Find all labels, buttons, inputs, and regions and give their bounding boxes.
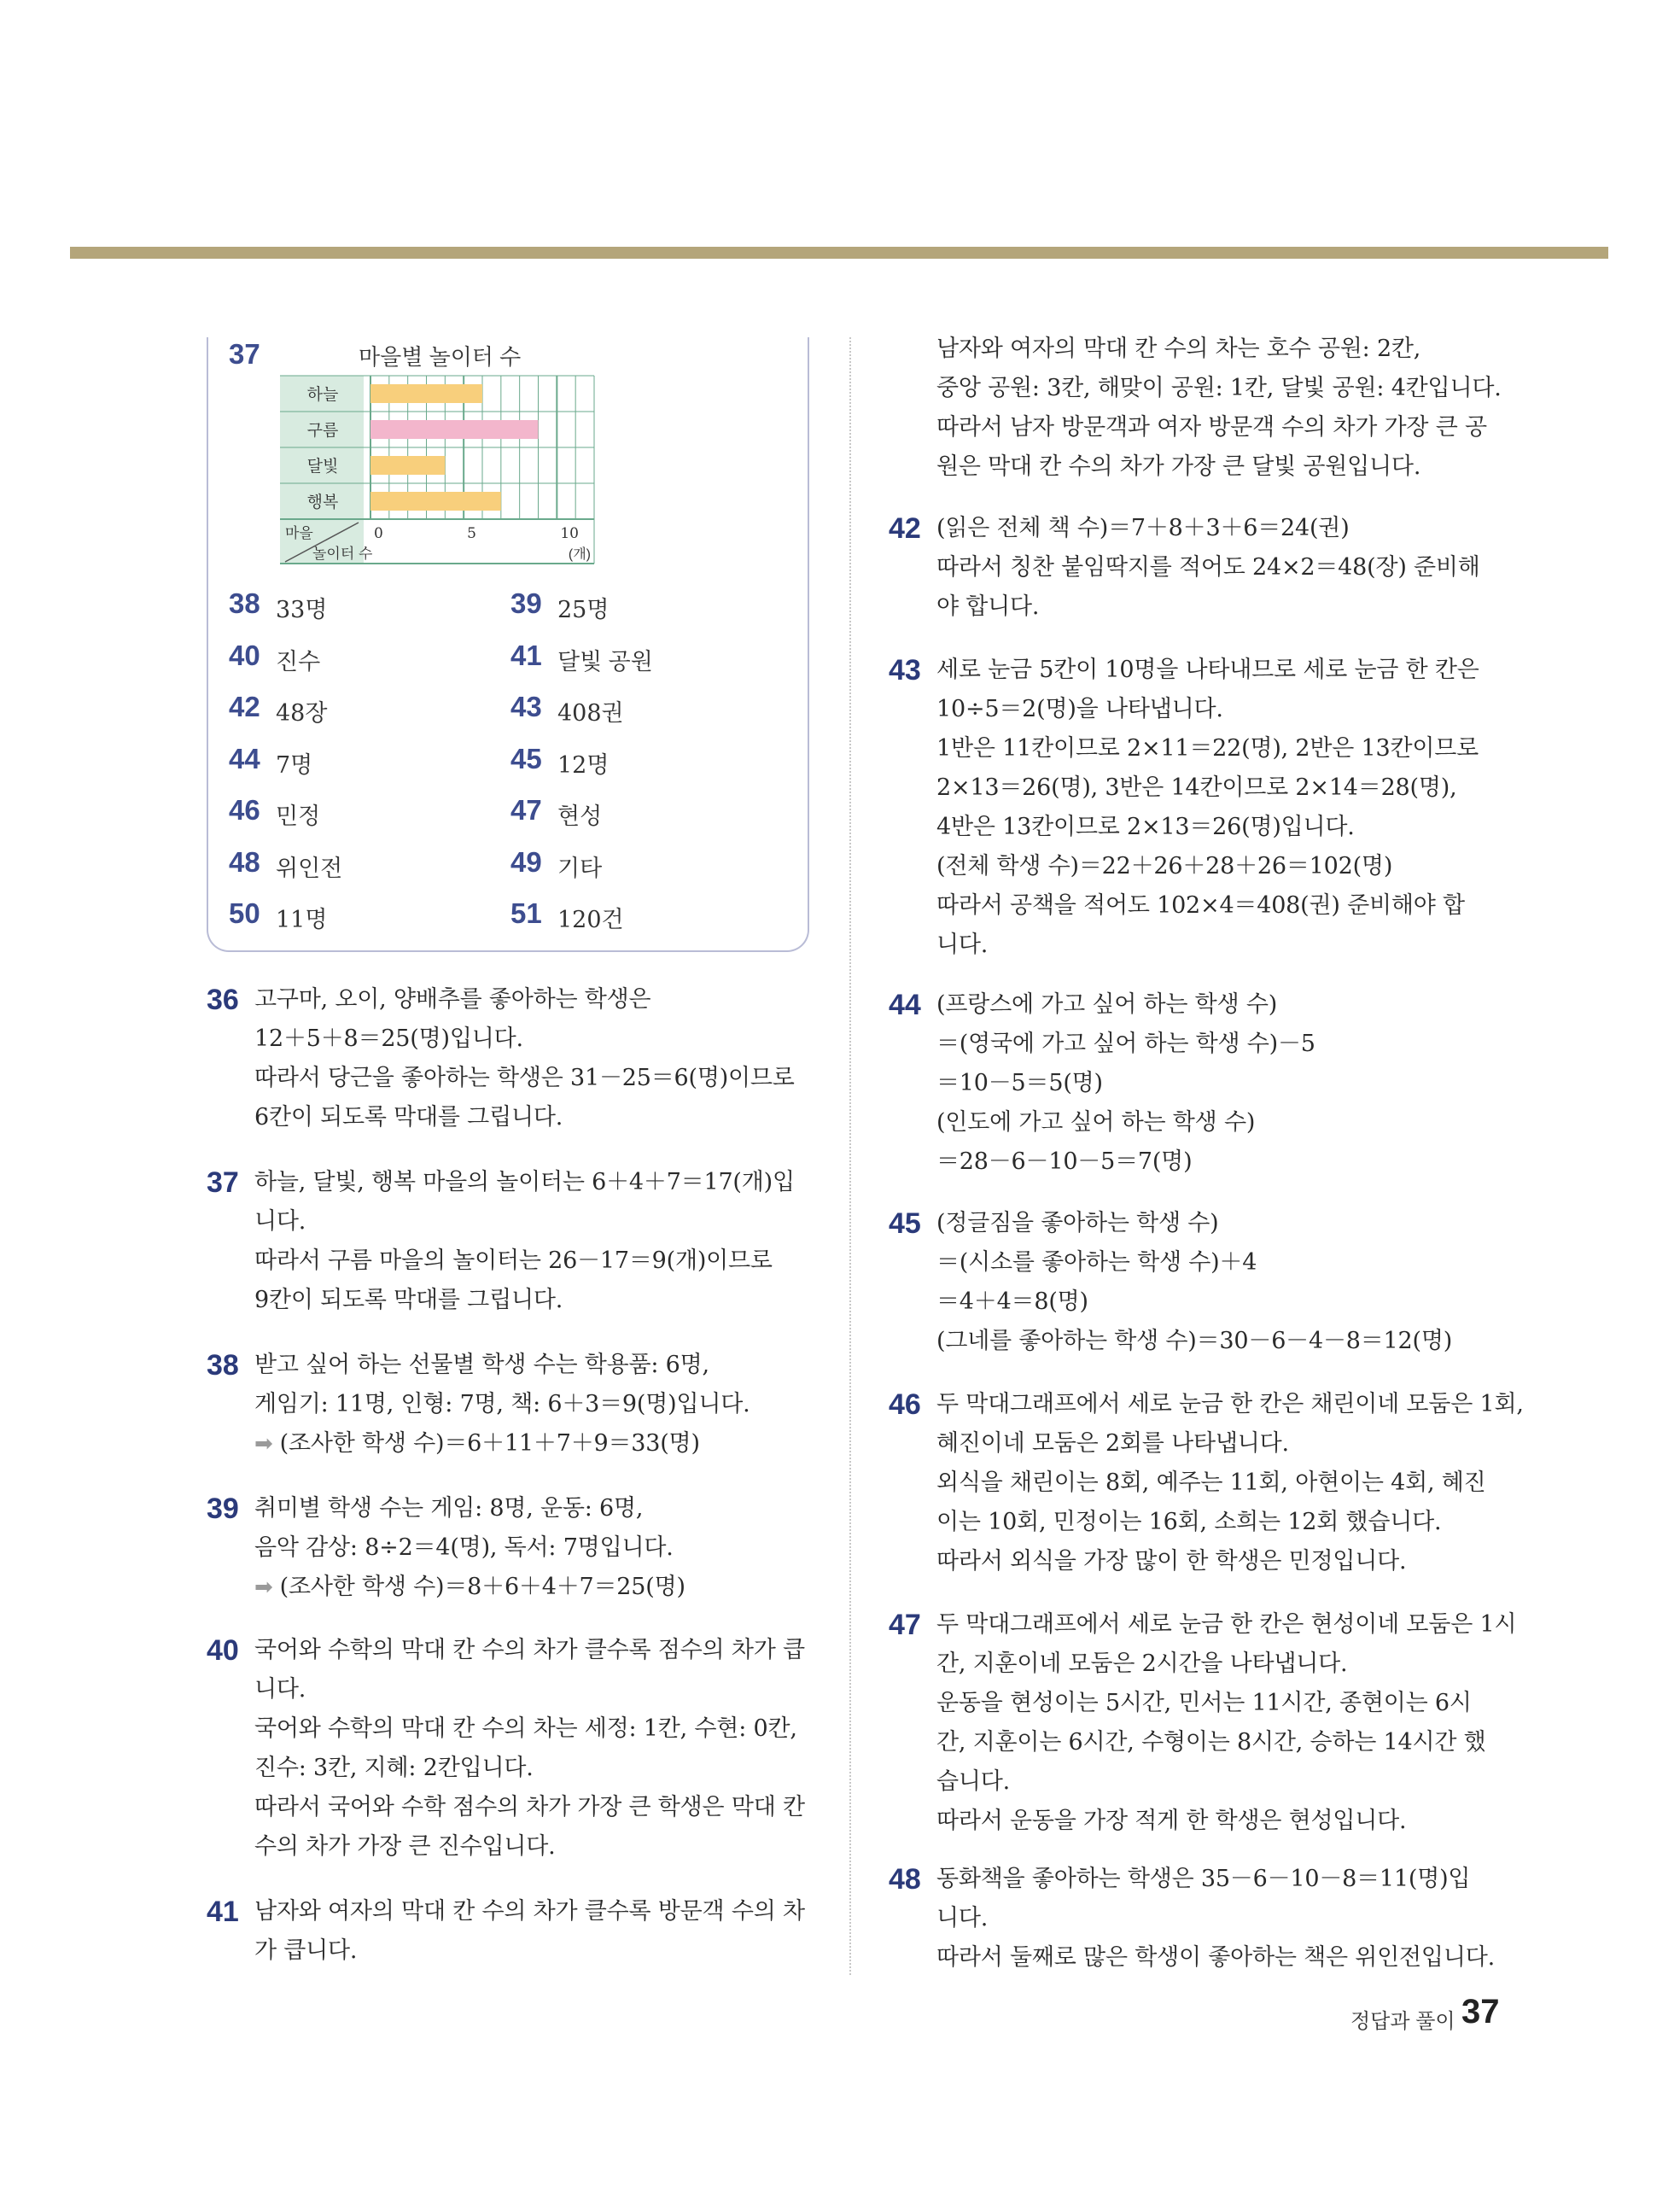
solution-line: 습니다. <box>936 1768 1011 1795</box>
answer-number: 42 <box>229 691 260 722</box>
category-label: 구름 <box>306 422 339 440</box>
solution-line: (그네를 좋아하는 학생 수)＝30－6－4－8＝12(명) <box>936 1328 1453 1354</box>
column-divider <box>849 337 851 1975</box>
category-label: 행복 <box>306 494 339 511</box>
solution-line: 따라서 운동을 가장 적게 한 학생은 현성입니다. <box>936 1808 1407 1834</box>
top-rule <box>70 247 1608 259</box>
solution-48 <box>889 1860 1500 1978</box>
arrow-icon: ➡ <box>254 1575 280 1600</box>
solution-line: 중앙 공원: 3칸, 해맞이 공원: 1칸, 달빛 공원: 4칸입니다. <box>936 375 1502 401</box>
solution-line: 수의 차가 가장 큰 진수입니다. <box>254 1833 556 1860</box>
solution-line: (읽은 전체 책 수)＝7＋8＋3＋6＝24(권) <box>936 515 1350 541</box>
solution-line: 니다. <box>936 932 989 958</box>
solution-line: 4반은 13칸이므로 2×13＝26(명)입니다. <box>936 814 1355 840</box>
solution-number: 44 <box>889 989 921 1021</box>
solution-line: 동화책을 좋아하는 학생은 35－6－10－8＝11(명)입 <box>936 1866 1471 1892</box>
page-number: 37 <box>1461 1993 1500 2030</box>
solution-line: 9칸이 되도록 막대를 그립니다. <box>254 1287 563 1313</box>
solution-number: 46 <box>889 1388 921 1421</box>
solution-line: 가 큽니다. <box>254 1937 358 1964</box>
corner-label-bottom: 놀이터 수 <box>312 546 373 562</box>
solution-number: 48 <box>889 1863 921 1896</box>
answer-value: 33명 <box>276 597 328 623</box>
bar-1 <box>370 384 482 403</box>
solution-line: 따라서 공책을 적어도 102×4＝408(권) 준비해야 합 <box>936 892 1465 919</box>
solution-line: 원은 막대 칸 수의 차가 가장 큰 달빛 공원입니다. <box>936 453 1421 480</box>
solution-line: 니다. <box>254 1676 306 1703</box>
solution-38 <box>207 1346 818 1464</box>
bar-4 <box>370 492 501 511</box>
solution-line: ＝10－5＝5(명) <box>936 1070 1103 1096</box>
category-label: 하늘 <box>306 386 339 404</box>
solution-line: 간, 지훈이는 6시간, 수형이는 8시간, 승하는 14시간 했 <box>936 1729 1486 1756</box>
solution-line: 따라서 둘째로 많은 학생이 좋아하는 책은 위인전입니다. <box>936 1944 1495 1971</box>
solution-line: 게임기: 11명, 인형: 7명, 책: 6＋3＝9(명)입니다. <box>254 1391 750 1417</box>
solution-result <box>254 1568 818 1607</box>
answer-number: 45 <box>510 742 542 774</box>
solution-line: 진수: 3칸, 지혜: 2칸입니다. <box>254 1755 534 1781</box>
solution-line: 고구마, 오이, 양배추를 좋아하는 학생은 <box>254 986 651 1013</box>
solution-46 <box>889 1385 1524 1581</box>
solution-line: 혜진이네 모둠은 2회를 나타냅니다. <box>936 1430 1289 1457</box>
answer-value: 25명 <box>557 597 610 623</box>
answer-number: 47 <box>510 794 542 826</box>
tick-label: 10 <box>560 525 579 542</box>
solution-45 <box>889 1204 1500 1361</box>
result-text: (조사한 학생 수)＝6＋11＋7＋9＝33(명) <box>279 1430 700 1457</box>
solution-number: 37 <box>207 1166 239 1199</box>
answer-number: 49 <box>510 845 542 878</box>
solution-41 <box>207 1892 818 1971</box>
bar-chart <box>273 372 598 569</box>
answer-number: 48 <box>229 845 260 878</box>
solution-line: 남자와 여자의 막대 칸 수의 차는 호수 공원: 2칸, <box>936 336 1421 362</box>
solution-line: 이는 10회, 민정이는 16회, 소희는 12회 했습니다. <box>936 1509 1442 1535</box>
solution-line: 따라서 국어와 수학 점수의 차가 가장 큰 학생은 막대 칸 <box>254 1794 805 1820</box>
solution-number: 43 <box>889 654 921 687</box>
solution-line: 따라서 당근을 좋아하는 학생은 31－25＝6(명)이므로 <box>254 1065 795 1091</box>
chart-question-number: 37 <box>229 338 260 370</box>
category-label: 달빛 <box>306 458 339 476</box>
solution-39 <box>207 1489 818 1607</box>
solution-line: (정글짐을 좋아하는 학생 수) <box>936 1210 1219 1236</box>
unit-label: (개) <box>568 547 591 562</box>
solution-line: 1반은 11칸이므로 2×11＝22(명), 2반은 13칸이므로 <box>936 735 1479 762</box>
answer-value: 기타 <box>557 855 603 881</box>
solution-36 <box>207 980 818 1137</box>
solution-line: 취미별 학생 수는 게임: 8명, 운동: 6명, <box>254 1495 644 1522</box>
solution-44 <box>889 985 1500 1182</box>
solution-line: 니다. <box>254 1208 306 1235</box>
solution-line: ＝4＋4＝8(명) <box>936 1288 1088 1315</box>
solution-43 <box>889 651 1500 965</box>
corner-label-top: 마을 <box>285 525 313 541</box>
solution-40 <box>207 1631 818 1867</box>
answer-value: 120건 <box>557 907 624 933</box>
solution-line: 2×13＝26(명), 3반은 14칸이므로 2×14＝28(명), <box>936 774 1457 801</box>
answer-value: 12명 <box>557 751 610 779</box>
solution-line: 따라서 외식을 가장 많이 한 학생은 민정입니다. <box>936 1548 1407 1575</box>
answer-value: 달빛 공원 <box>557 648 653 675</box>
solution-line: (인도에 가고 싶어 하는 학생 수) <box>936 1109 1256 1136</box>
solution-line: 운동을 현성이는 5시간, 민서는 11시간, 종현이는 6시 <box>936 1690 1472 1716</box>
solution-37 <box>207 1163 818 1320</box>
tick-label: 0 <box>374 525 383 542</box>
solution-number: 41 <box>207 1896 239 1928</box>
solution-line: 10÷5＝2(명)을 나타냅니다. <box>936 696 1223 722</box>
answer-value: 7명 <box>276 751 313 779</box>
solution-line: 12＋5＋8＝25(명)입니다. <box>254 1025 523 1052</box>
solution-line: 따라서 구름 마을의 놀이터는 26－17＝9(개)이므로 <box>254 1247 773 1274</box>
solution-result <box>254 1424 818 1464</box>
answer-value: 현성 <box>557 803 603 829</box>
footer-label: 정답과 풀이 <box>1350 2010 1455 2033</box>
solution-line: 6칸이 되도록 막대를 그립니다. <box>254 1104 563 1131</box>
answer-number: 39 <box>510 587 542 619</box>
answer-value: 진수 <box>276 648 321 675</box>
solution-line: 세로 눈금 5칸이 10명을 나타내므로 세로 눈금 한 칸은 <box>936 657 1479 683</box>
solution-line: 하늘, 달빛, 행복 마을의 놀이터는 6＋4＋7＝17(개)입 <box>254 1169 795 1195</box>
solution-number: 47 <box>889 1609 921 1641</box>
solution-line: 음악 감상: 8÷2＝4(명), 독서: 7명입니다. <box>254 1534 674 1561</box>
tick-label: 5 <box>467 525 476 542</box>
answer-number: 44 <box>229 742 260 774</box>
answer-value: 408권 <box>557 700 624 727</box>
solution-line: 두 막대그래프에서 세로 눈금 한 칸은 채린이네 모둠은 1회, <box>936 1391 1524 1417</box>
solution-line: ＝(영국에 가고 싶어 하는 학생 수)－5 <box>936 1031 1315 1057</box>
solution-line: ＝28－6－10－5＝7(명) <box>936 1148 1193 1175</box>
chart-title: 마을별 놀이터 수 <box>359 344 522 370</box>
solution-line: 야 합니다. <box>936 593 1040 620</box>
solution-line: 간, 지훈이네 모둠은 2시간을 나타냅니다. <box>936 1651 1348 1677</box>
answer-number: 43 <box>510 691 542 722</box>
arrow-icon: ➡ <box>254 1431 280 1457</box>
solution-line: 남자와 여자의 막대 칸 수의 차가 클수록 방문객 수의 차 <box>254 1898 805 1925</box>
solution-number: 39 <box>207 1493 239 1525</box>
solution-line: (프랑스에 가고 싶어 하는 학생 수) <box>936 991 1278 1018</box>
solution-number: 38 <box>207 1349 239 1382</box>
solution-number: 40 <box>207 1634 239 1667</box>
solution-line: 받고 싶어 하는 선물별 학생 수는 학용품: 6명, <box>254 1352 709 1378</box>
result-text: (조사한 학생 수)＝8＋6＋4＋7＝25(명) <box>279 1574 685 1600</box>
answer-value: 위인전 <box>276 855 343 881</box>
solution-line: 두 막대그래프에서 세로 눈금 한 칸은 현성이네 모둠은 1시 <box>936 1611 1517 1638</box>
answer-number: 38 <box>229 587 260 619</box>
answer-value: 11명 <box>276 907 328 933</box>
solution-42 <box>889 509 1500 627</box>
solution-number: 42 <box>889 512 921 545</box>
solution-line: 따라서 칭찬 붙임딱지를 적어도 24×2＝48(장) 준비해 <box>936 554 1480 581</box>
solution-line: 니다. <box>936 1905 989 1931</box>
solution-line: 국어와 수학의 막대 칸 수의 차는 세정: 1칸, 수현: 0칸, <box>254 1715 797 1742</box>
answer-number: 50 <box>229 897 260 929</box>
solution-line: 국어와 수학의 막대 칸 수의 차가 클수록 점수의 차가 큽 <box>254 1637 805 1663</box>
solution-line: 따라서 남자 방문객과 여자 방문객 수의 차가 가장 큰 공 <box>936 414 1487 441</box>
solution-line: 외식을 채린이는 8회, 예주는 11회, 아현이는 4회, 혜진 <box>936 1469 1486 1496</box>
answer-value: 민정 <box>276 803 321 829</box>
answer-number: 46 <box>229 794 260 826</box>
answer-number: 41 <box>510 639 542 671</box>
answer-number: 51 <box>510 897 542 929</box>
solution-47 <box>889 1605 1517 1841</box>
answer-number: 40 <box>229 639 260 671</box>
bar-3 <box>370 456 445 475</box>
answer-value: 48장 <box>276 700 328 727</box>
solution-number: 36 <box>207 984 239 1016</box>
bar-2 <box>370 420 539 439</box>
solution-line: (전체 학생 수)＝22＋26＋28＋26＝102(명) <box>936 853 1393 879</box>
solution-continued <box>936 330 1500 487</box>
solution-number: 45 <box>889 1207 921 1240</box>
solution-line: ＝(시소를 좋아하는 학생 수)＋4 <box>936 1249 1257 1276</box>
